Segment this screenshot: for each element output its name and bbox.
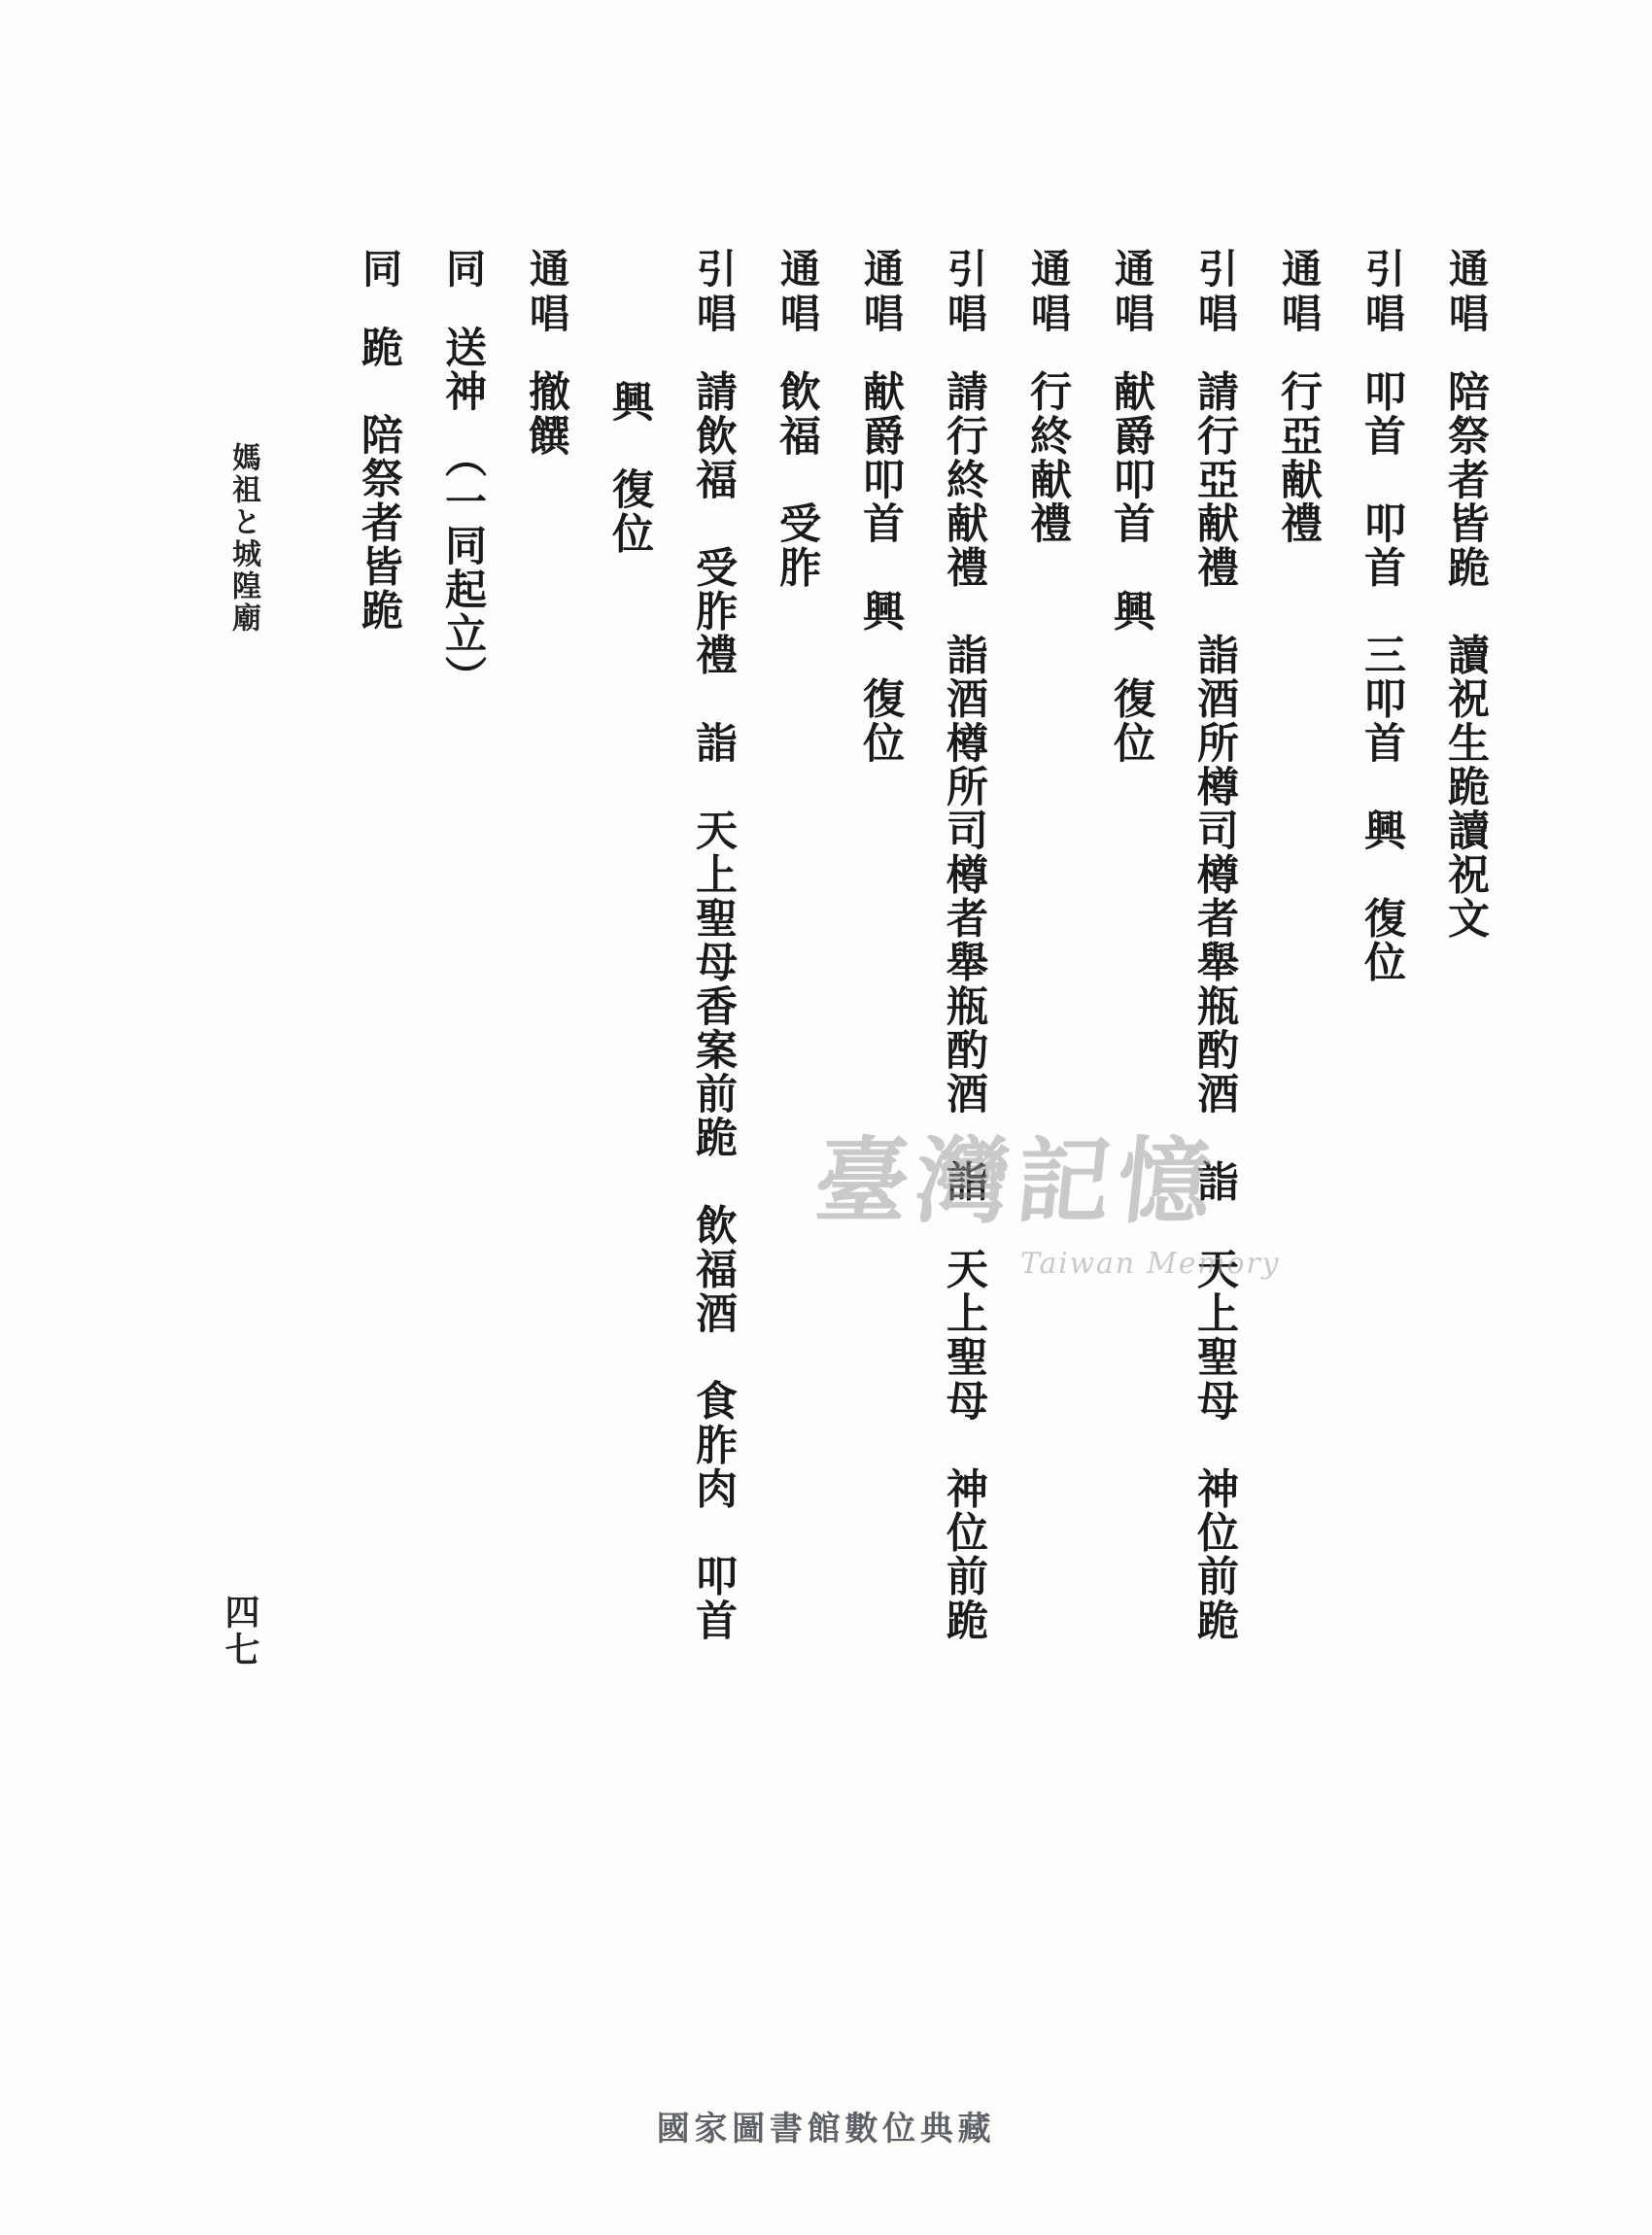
text-column xyxy=(1236,248,1323,2041)
column-text: 陪祭者皆跪 讀祝生跪讀祝文 xyxy=(1441,369,1490,941)
column-cue: 同 xyxy=(439,248,486,292)
column-text: 請飲福 受胙禮 詣 天上聖母香案前跪 飲福酒 食胙肉 叩首 xyxy=(689,369,738,1643)
column-cue: 引唱 xyxy=(690,248,737,337)
column-text: 送神 （一同起立） xyxy=(438,325,487,700)
column-text: 行終献禮 xyxy=(1023,369,1072,546)
column-text: 撤饌 xyxy=(522,369,570,459)
column-cue: 引唱 xyxy=(941,248,987,337)
column-text: 跪 陪祭者皆跪 xyxy=(355,325,403,633)
column-cue: 通唱 xyxy=(1442,248,1489,337)
vertical-text-body xyxy=(185,248,1490,2041)
column-cue: 引唱 xyxy=(1359,248,1405,337)
text-column xyxy=(1403,248,1490,2041)
text-column-continuation xyxy=(568,248,654,2041)
column-text: 興 復位 xyxy=(605,380,654,556)
column-text: 叩首 叩首 三叩首 興 復位 xyxy=(1358,369,1406,984)
text-column xyxy=(317,248,403,2041)
running-head: 媽祖と城隍廟 xyxy=(226,442,260,635)
text-column xyxy=(1320,248,1406,2041)
column-text: 行亞献禮 xyxy=(1274,369,1323,546)
watermark-chinese-text: 臺灣記憶 xyxy=(809,1126,1224,1236)
text-column xyxy=(651,248,738,2041)
watermark-english-text: Taiwan Memory xyxy=(1020,1247,1281,1281)
text-column xyxy=(484,248,568,2041)
text-column xyxy=(985,248,1072,2041)
column-text: 献爵叩首 興 復位 xyxy=(1107,369,1155,766)
column-text: 献爵叩首 興 復位 xyxy=(856,369,905,766)
column-cue: 引唱 xyxy=(1191,248,1238,337)
column-cue: 通唱 xyxy=(857,248,904,337)
column-text: 請行亞献禮 詣酒所樽司樽者舉瓶酌酒 詣 天上聖母 神位前跪 xyxy=(1190,369,1239,1643)
page-number: 四七 xyxy=(220,1594,260,1668)
column-cue: 通唱 xyxy=(1108,248,1154,337)
column-cue: 通唱 xyxy=(523,248,569,337)
column-text: 飲福 受胙 xyxy=(773,369,821,590)
text-column xyxy=(818,248,905,2041)
footer-caption: 國家圖書館數位典藏 xyxy=(656,2110,996,2149)
column-cue: 通唱 xyxy=(1024,248,1071,337)
text-column xyxy=(902,248,988,2041)
column-text: 請行終献禮 詣酒樽所司樽者舉瓶酌酒 詣 天上聖母 神位前跪 xyxy=(940,369,988,1643)
column-cue: 通唱 xyxy=(774,248,820,337)
text-column xyxy=(400,248,487,2041)
text-column xyxy=(1153,248,1239,2041)
column-cue: 同 xyxy=(356,248,402,292)
column-cue: 通唱 xyxy=(1275,248,1322,337)
text-column xyxy=(735,248,821,2041)
text-column xyxy=(1069,248,1153,2041)
